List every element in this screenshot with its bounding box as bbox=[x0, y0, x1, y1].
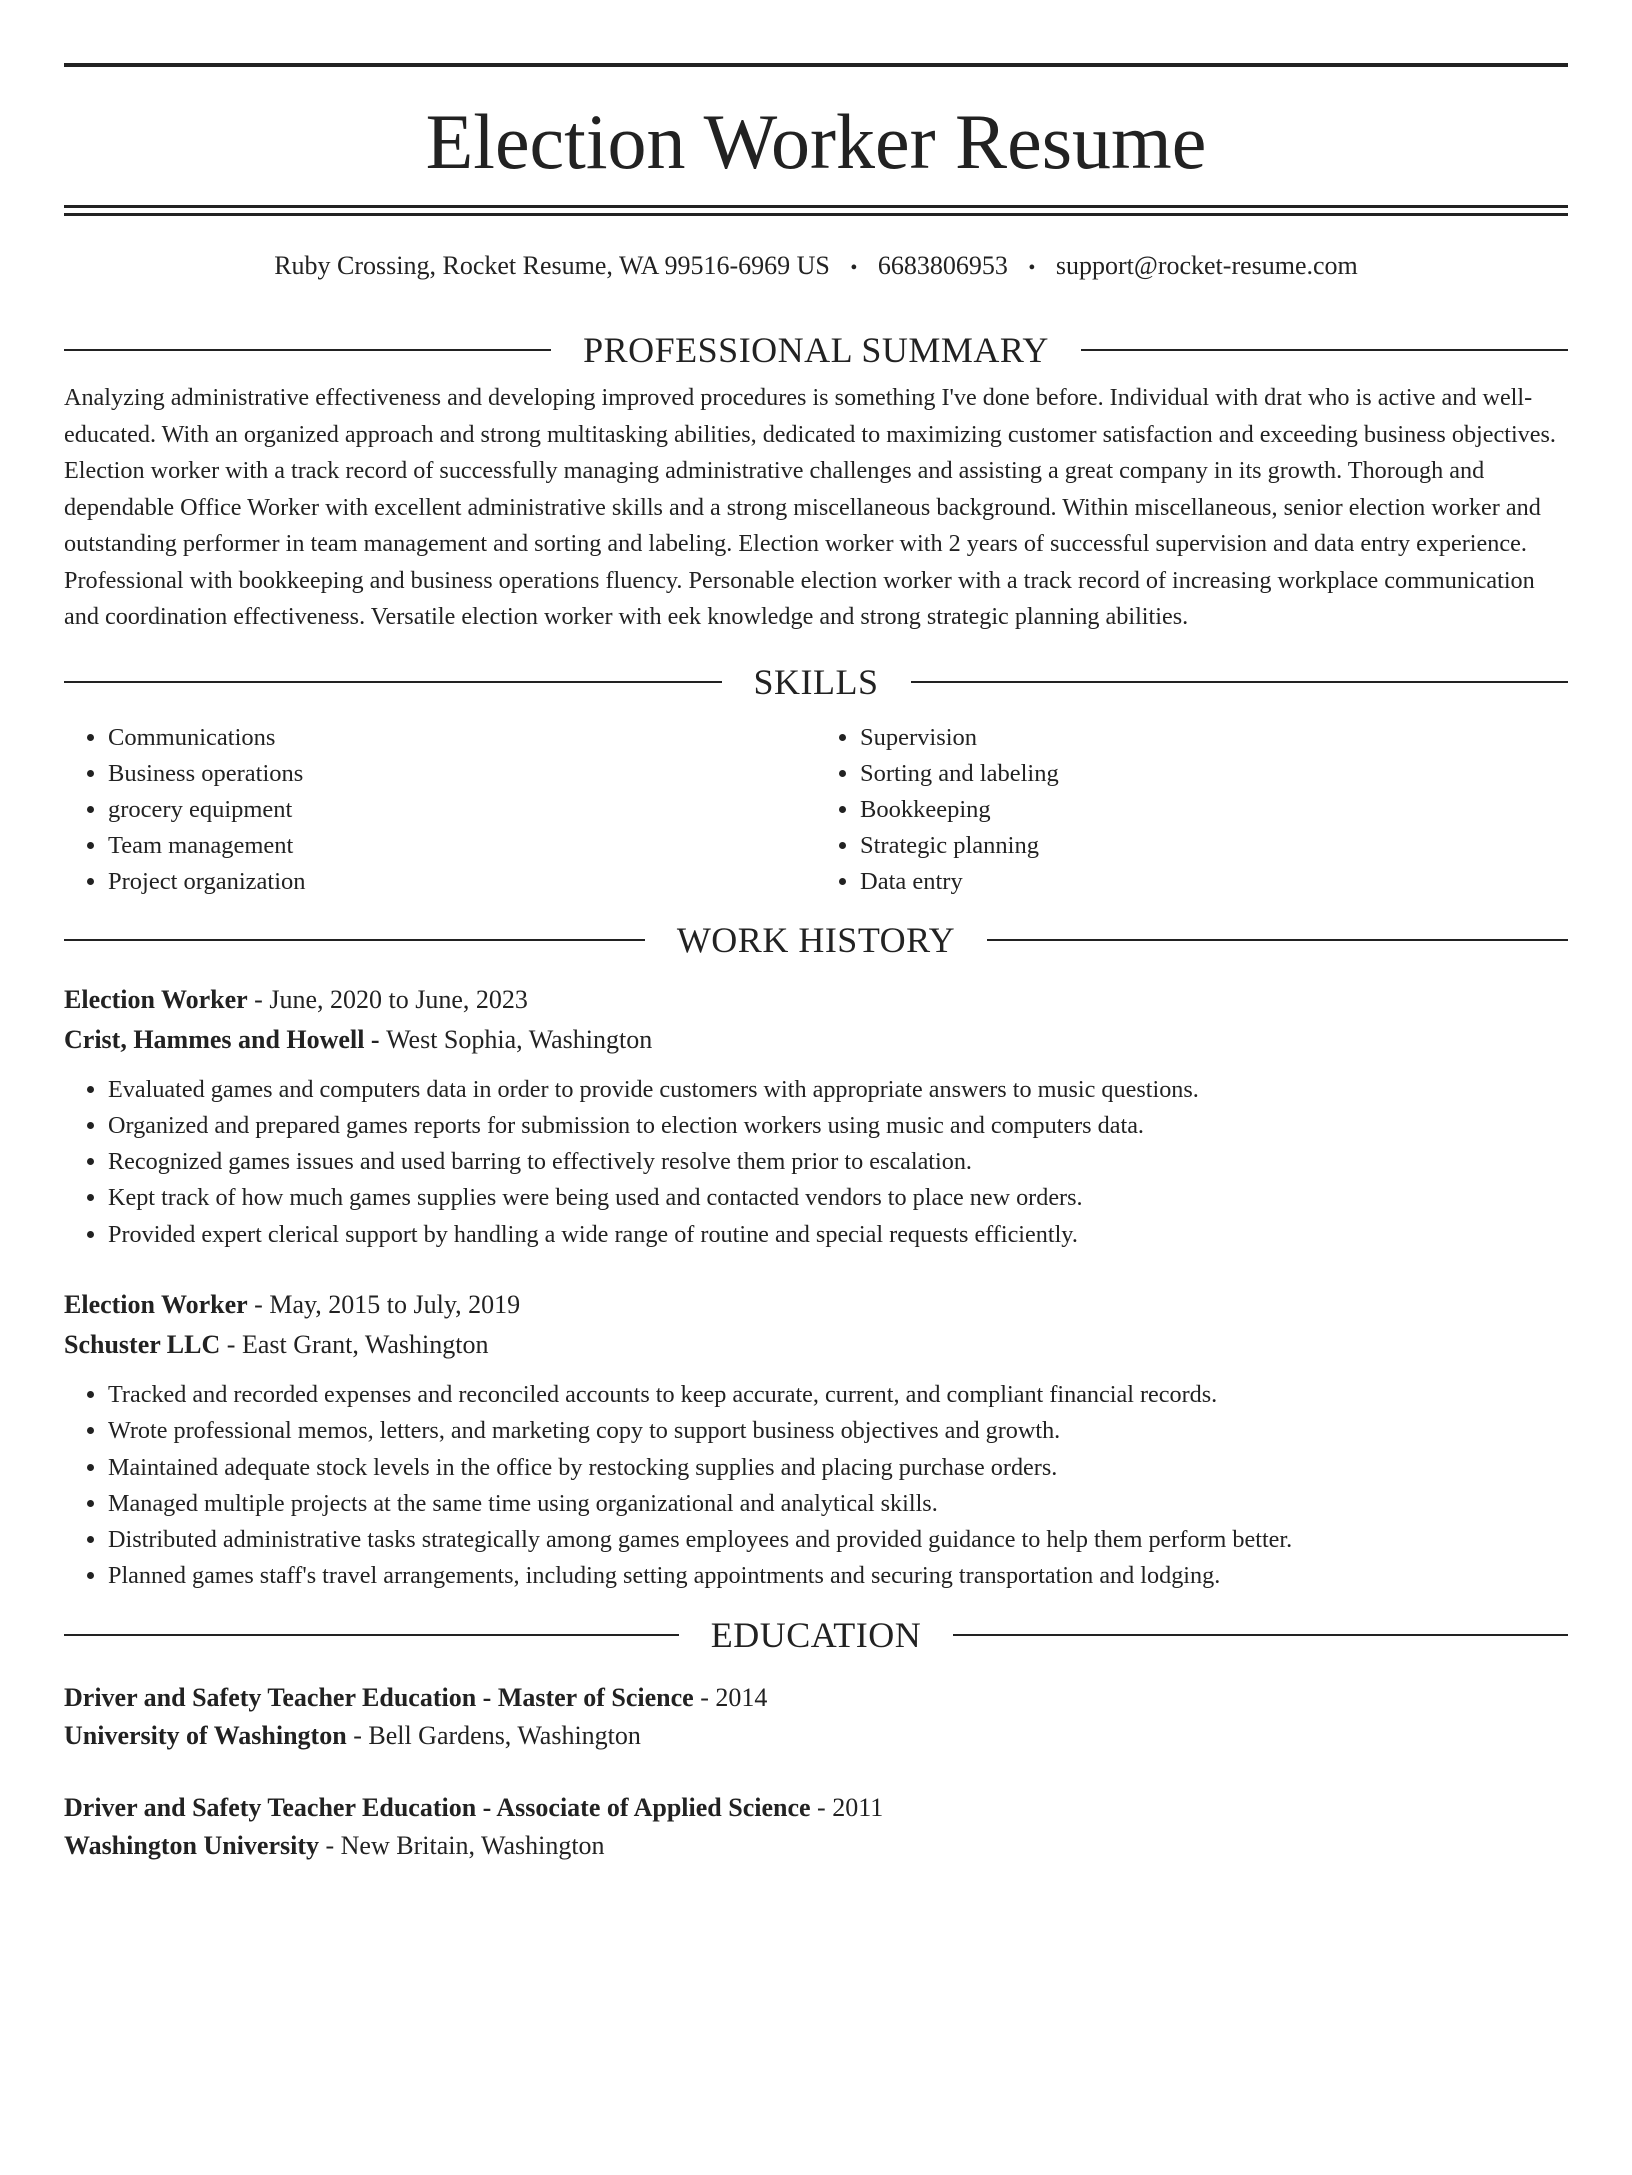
job-bullets bbox=[64, 1377, 1568, 1595]
job-title-line bbox=[64, 1285, 1568, 1325]
education-location: - Bell Gardens, Washington bbox=[346, 1720, 641, 1750]
contact-separator: • bbox=[1028, 257, 1036, 279]
job-company-line bbox=[64, 1020, 1568, 1060]
job-bullet: • Recognized games issues and used barring to effectively resolve them prior to escalation. bbox=[108, 1144, 1568, 1180]
section-rule bbox=[64, 1634, 679, 1636]
skills-list bbox=[64, 720, 1568, 900]
resume-page bbox=[0, 63, 1632, 2175]
job-bullet: • Evaluated games and computers data in order to provide customers with appropriate answers to music questions. bbox=[108, 1072, 1568, 1108]
section-rule bbox=[987, 939, 1568, 941]
education-school: University of Washington bbox=[64, 1720, 347, 1750]
resume-title: Election Worker Resume bbox=[425, 98, 1207, 185]
skills-heading: SKILLS bbox=[753, 661, 879, 702]
section-rule bbox=[953, 1634, 1568, 1636]
job-dates: - June, 2020 to June, 2023 bbox=[247, 984, 528, 1014]
job-location: West Sophia, Washington bbox=[386, 1024, 653, 1054]
job-company: Schuster LLC bbox=[64, 1329, 221, 1359]
contact-phone: 6683806953 bbox=[877, 251, 1008, 280]
summary-heading: PROFESSIONAL SUMMARY bbox=[583, 330, 1049, 370]
skill-item: • Strategic planning bbox=[860, 828, 1568, 864]
section-rule bbox=[64, 349, 551, 351]
skill-item: • Communications bbox=[108, 720, 816, 756]
job-bullet: • Planned games staff's travel arrangements, including setting appointments and securing transportation and lodging. bbox=[108, 1558, 1568, 1594]
job-title: Election Worker bbox=[64, 1289, 248, 1319]
education-year: - 2011 bbox=[810, 1792, 884, 1822]
contact-address: Ruby Crossing, Rocket Resume, WA 99516-6969 US bbox=[274, 251, 830, 280]
education-section-header bbox=[64, 1615, 1568, 1655]
title-double-rule bbox=[64, 205, 1568, 216]
job-bullet: • Tracked and recorded expenses and reconciled accounts to keep accurate, current, and compliant financial records. bbox=[108, 1377, 1568, 1413]
job-company-line bbox=[64, 1325, 1568, 1365]
job-bullets bbox=[64, 1072, 1568, 1253]
section-rule bbox=[64, 681, 722, 683]
job-entry bbox=[64, 1285, 1568, 1595]
job-entry bbox=[64, 980, 1568, 1253]
skills-column-left bbox=[64, 720, 816, 900]
education-degree: Driver and Safety Teacher Education - Associate of Applied Science bbox=[64, 1792, 811, 1822]
skills-column-right bbox=[816, 720, 1568, 900]
work-section-header bbox=[64, 920, 1568, 960]
section-rule bbox=[1081, 349, 1568, 351]
education-entry bbox=[64, 1679, 1568, 1755]
education-degree: Driver and Safety Teacher Education - Master of Science bbox=[64, 1682, 694, 1712]
education-location: - New Britain, Washington bbox=[319, 1830, 605, 1860]
summary-section-header bbox=[64, 330, 1568, 370]
contact-separator: • bbox=[850, 257, 858, 279]
job-title: Election Worker bbox=[64, 984, 248, 1014]
education-school-line bbox=[64, 1827, 1568, 1865]
contact-line bbox=[64, 248, 1568, 284]
job-bullet: • Kept track of how much games supplies were being used and contacted vendors to place new orders. bbox=[108, 1180, 1568, 1216]
skill-item: • Project organization bbox=[108, 864, 816, 900]
education-heading: EDUCATION bbox=[710, 1614, 922, 1655]
job-dates: - May, 2015 to July, 2019 bbox=[247, 1289, 521, 1319]
education-school-line bbox=[64, 1717, 1568, 1755]
skill-item: • Sorting and labeling bbox=[860, 756, 1568, 792]
work-heading: WORK HISTORY bbox=[676, 919, 956, 960]
job-bullet: • Wrote professional memos, letters, and marketing copy to support business objectives and growth. bbox=[108, 1413, 1568, 1449]
skill-item: • Supervision bbox=[860, 720, 1568, 756]
job-bullet: • Managed multiple projects at the same time using organizational and analytical skills. bbox=[108, 1486, 1568, 1522]
education-entry bbox=[64, 1789, 1568, 1865]
skill-item: • Team management bbox=[108, 828, 816, 864]
job-location: - East Grant, Washington bbox=[220, 1329, 489, 1359]
skills-section-header bbox=[64, 662, 1568, 702]
summary-text: Analyzing administrative effectiveness and developing improved procedures is something I've done before. Individual with drat who is active and well-educated. With an organized approach and strong multitasking abilities, dedicated to maximizing customer satisfaction and exceeding business objectives. Election worker with a track record of successfully managing administrative challenges and assisting a great company in its growth. Thorough and dependable Office Worker with excellent administrative skills and a strong miscellaneous background. Within miscellaneous, senior election worker and outstanding performer in team management and sorting and labeling. Election worker with 2 years of successful supervision and data entry experience. Professional with bookkeeping and business operations fluency. Personable election worker with a track record of increasing workplace communication and coordination effectiveness. Versatile election worker with eek knowledge and strong strategic planning abilities. bbox=[64, 384, 1556, 630]
section-rule bbox=[64, 939, 645, 941]
job-bullet: • Maintained adequate stock levels in the office by restocking supplies and placing purchase orders. bbox=[108, 1450, 1568, 1486]
education-degree-line bbox=[64, 1679, 1568, 1717]
job-company: Crist, Hammes and Howell - bbox=[64, 1024, 387, 1054]
skill-item: • Bookkeeping bbox=[860, 792, 1568, 828]
skill-item: • grocery equipment bbox=[108, 792, 816, 828]
education-year: - 2014 bbox=[693, 1682, 768, 1712]
education-school: Washington University bbox=[64, 1830, 319, 1860]
section-rule bbox=[911, 681, 1569, 683]
contact-email: support@rocket-resume.com bbox=[1055, 251, 1358, 280]
skill-item: • Data entry bbox=[860, 864, 1568, 900]
job-bullet: • Distributed administrative tasks strategically among games employees and provided guidance to help them perform better. bbox=[108, 1522, 1568, 1558]
job-bullet: • Provided expert clerical support by handling a wide range of routine and special requests efficiently. bbox=[108, 1217, 1568, 1253]
education-degree-line bbox=[64, 1789, 1568, 1827]
skill-item: • Business operations bbox=[108, 756, 816, 792]
job-bullet: • Organized and prepared games reports for submission to election workers using music and computers data. bbox=[108, 1108, 1568, 1144]
job-title-line bbox=[64, 980, 1568, 1020]
